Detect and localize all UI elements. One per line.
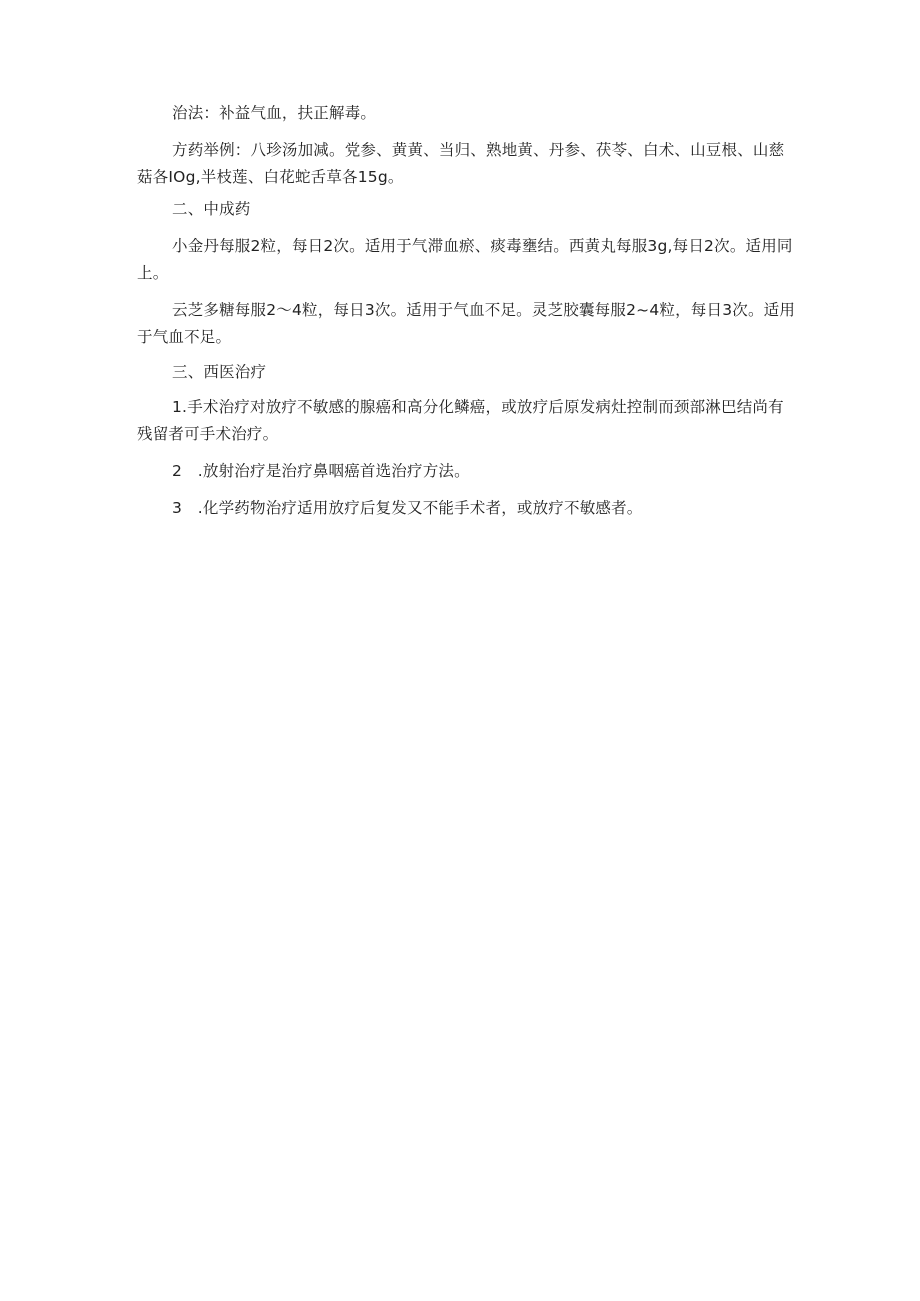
western-treatment-item-1: 1.手术治疗对放疗不敏感的腺癌和高分化鳞癌，或放疗后原发病灶控制而颈部淋巴结尚有残留者可手术治疗。 xyxy=(137,398,784,443)
patent-medicine-paragraph-1: 小金丹每服2粒，每日2次。适用于气滞血瘀、痰毒壅结。西黄丸每服3g,每日2次。适用同上。 xyxy=(137,237,793,282)
section-heading-western-medicine: 三、西医治疗 xyxy=(172,363,267,381)
western-treatment-item-2: 2 .放射治疗是治疗鼻咽癌首选治疗方法。 xyxy=(172,462,470,480)
section-heading-patent-medicine: 二、中成药 xyxy=(172,200,251,218)
prescription-example-paragraph: 方药举例：八珍汤加减。党参、黄黄、当归、熟地黄、丹参、茯苓、白术、山豆根、山慈菇各IOg,半枝莲、白花蛇舌草各15g。 xyxy=(137,141,785,186)
document-body xyxy=(137,100,797,522)
western-treatment-item-3: 3 .化学药物治疗适用放疗后复发又不能手术者，或放疗不敏感者。 xyxy=(172,499,643,517)
treatment-principle-paragraph: 治法：补益气血，扶正解毒。 xyxy=(172,104,377,122)
patent-medicine-paragraph-2: 云芝多糖每服2～4粒，每日3次。适用于气血不足。灵芝胶囊每服2~4粒，每日3次。适用于气血不足。 xyxy=(137,301,796,346)
